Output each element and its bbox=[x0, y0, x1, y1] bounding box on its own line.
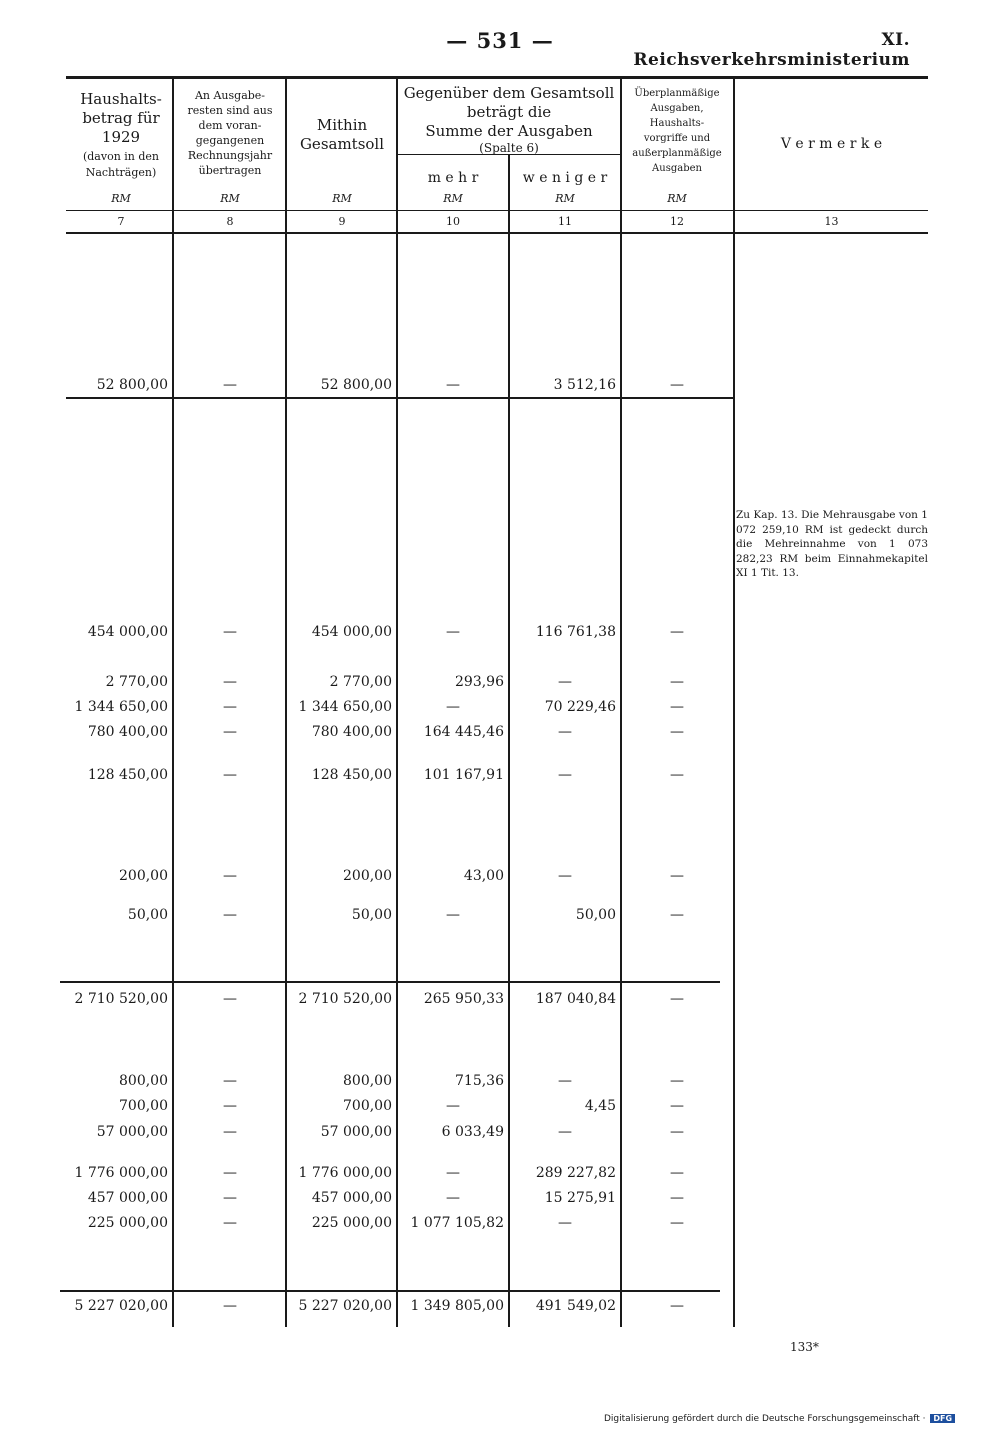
row-6-c12: — bbox=[670, 868, 684, 884]
row-8-c7: 2 710 520,00 bbox=[74, 991, 168, 1007]
row-11-c7: 57 000,00 bbox=[96, 1124, 168, 1140]
col11-number: 11 bbox=[558, 215, 572, 228]
row-1-c8: — bbox=[223, 624, 237, 640]
row-9-c8: — bbox=[223, 1073, 237, 1089]
col7-number: 7 bbox=[117, 215, 125, 228]
row-3-c7: 1 344 650,00 bbox=[74, 699, 168, 715]
row-14-c12: — bbox=[670, 1215, 684, 1231]
row-3-c9: 1 344 650,00 bbox=[298, 699, 392, 715]
rule-colnum bbox=[66, 210, 928, 211]
row-9-c9: 800,00 bbox=[343, 1073, 392, 1089]
row-8-c12: — bbox=[670, 991, 684, 1007]
row-2-c7: 2 770,00 bbox=[105, 674, 168, 690]
col12-number: 12 bbox=[670, 215, 684, 228]
row-11-c9: 57 000,00 bbox=[320, 1124, 392, 1140]
row-5-c8: — bbox=[223, 767, 237, 783]
row-9-c10: 715,36 bbox=[455, 1073, 504, 1089]
row-11-c12: — bbox=[670, 1124, 684, 1140]
row-1-c7: 454 000,00 bbox=[87, 624, 168, 640]
row-12-c11: 289 227,82 bbox=[535, 1165, 616, 1181]
col8-unit: RM bbox=[220, 192, 240, 205]
row-9-c12: — bbox=[670, 1073, 684, 1089]
dfg-logo: DFG bbox=[930, 1414, 955, 1423]
col-divider-10-11 bbox=[508, 155, 510, 1327]
row-13-c12: — bbox=[670, 1190, 684, 1206]
row-5-c7: 128 450,00 bbox=[87, 767, 168, 783]
row-12-c10: — bbox=[446, 1165, 460, 1181]
row-0-c9: 52 800,00 bbox=[320, 377, 392, 393]
row-1-c10: — bbox=[446, 624, 460, 640]
row-15-c7: 5 227 020,00 bbox=[74, 1298, 168, 1314]
col10-header: m e h r bbox=[427, 170, 479, 186]
row-9-c7: 800,00 bbox=[119, 1073, 168, 1089]
row-9-c11: — bbox=[558, 1073, 572, 1089]
row-10-c9: 700,00 bbox=[343, 1098, 392, 1114]
col11-unit: RM bbox=[555, 192, 575, 205]
col13-number: 13 bbox=[824, 215, 839, 228]
row-5-c9: 128 450,00 bbox=[311, 767, 392, 783]
col9-header: Mithin Gesamtsoll bbox=[299, 116, 385, 153]
col7-header: Haushalts- betrag für 1929 (davon in den Nachträgen) bbox=[80, 90, 162, 179]
row-12-c7: 1 776 000,00 bbox=[74, 1165, 168, 1181]
row-1-c9: 454 000,00 bbox=[311, 624, 392, 640]
group-header: Gegenüber dem Gesamtsoll beträgt die Summe der Ausgaben (Spalte 6) bbox=[403, 84, 615, 155]
row-6-c7: 200,00 bbox=[119, 868, 168, 884]
row-0-c12: — bbox=[670, 377, 684, 393]
row-4-c12: — bbox=[670, 724, 684, 740]
row-15-c8: — bbox=[223, 1298, 237, 1314]
row-7-c7: 50,00 bbox=[127, 907, 168, 923]
row-10-c10: — bbox=[446, 1098, 460, 1114]
row-8-c10: 265 950,33 bbox=[423, 991, 504, 1007]
ministry-title: XI. Reichsverkehrsministerium bbox=[633, 30, 910, 70]
col-divider-7-8 bbox=[172, 79, 174, 1327]
row-3-c12: — bbox=[670, 699, 684, 715]
footer bbox=[604, 1414, 955, 1424]
col10-unit: RM bbox=[443, 192, 463, 205]
col9-unit: RM bbox=[332, 192, 352, 205]
row-2-c9: 2 770,00 bbox=[329, 674, 392, 690]
row-6-c8: — bbox=[223, 868, 237, 884]
col13-header: V e r m e r k e bbox=[780, 136, 883, 152]
row-5-c10: 101 167,91 bbox=[423, 767, 504, 783]
row-7-c12: — bbox=[670, 907, 684, 923]
col9-number: 9 bbox=[338, 215, 346, 228]
row-10-c8: — bbox=[223, 1098, 237, 1114]
row-13-c10: — bbox=[446, 1190, 460, 1206]
row-12-c12: — bbox=[670, 1165, 684, 1181]
col8-number: 8 bbox=[226, 215, 234, 228]
row-13-c9: 457 000,00 bbox=[311, 1190, 392, 1206]
row-8-c11: 187 040,84 bbox=[535, 991, 616, 1007]
row-15-c11: 491 549,02 bbox=[535, 1298, 616, 1314]
row-11-c10: 6 033,49 bbox=[441, 1124, 504, 1140]
row-7-c9: 50,00 bbox=[351, 907, 392, 923]
row-13-c8: — bbox=[223, 1190, 237, 1206]
row-0-c7: 52 800,00 bbox=[96, 377, 168, 393]
row-2-c8: — bbox=[223, 674, 237, 690]
footer-text: Digitalisierung gefördert durch die Deutsche Forschungsgemeinschaft · bbox=[604, 1414, 926, 1424]
row-10-c12: — bbox=[670, 1098, 684, 1114]
row-1-c12: — bbox=[670, 624, 684, 640]
rule-body bbox=[66, 232, 928, 234]
col11-header: w e n i g e r bbox=[522, 170, 608, 186]
row-7-c10: — bbox=[446, 907, 460, 923]
col8-header: An Ausgabe- resten sind aus dem voran- gegangenen Rechnungsjahr übertragen bbox=[187, 89, 273, 177]
row-11-c8: — bbox=[223, 1124, 237, 1140]
rule-top bbox=[66, 76, 928, 79]
row-12-c8: — bbox=[223, 1165, 237, 1181]
row-15-c12: — bbox=[670, 1298, 684, 1314]
row-15-c9: 5 227 020,00 bbox=[298, 1298, 392, 1314]
row-14-c10: 1 077 105,82 bbox=[410, 1215, 504, 1231]
row-6-c11: — bbox=[558, 868, 572, 884]
col-divider-8-9 bbox=[285, 79, 287, 1327]
row-11-c11: — bbox=[558, 1124, 572, 1140]
row-13-c11: 15 275,91 bbox=[544, 1190, 616, 1206]
col12-unit: RM bbox=[667, 192, 687, 205]
row-15-c10: 1 349 805,00 bbox=[410, 1298, 504, 1314]
row-4-c9: 780 400,00 bbox=[311, 724, 392, 740]
remarks-note: Zu Kap. 13. Die Mehrausgabe von 1 072 259,10 RM ist gedeckt durch die Mehreinnahme von 1 073 282,23 RM beim Einnahmekapitel XI 1 Tit. 13. bbox=[736, 509, 928, 579]
col7-unit: RM bbox=[111, 192, 131, 205]
row-7-c11: 50,00 bbox=[575, 907, 616, 923]
row-3-c8: — bbox=[223, 699, 237, 715]
row-5-c12: — bbox=[670, 767, 684, 783]
page-number: — 531 — bbox=[446, 28, 554, 53]
col-divider-12-13 bbox=[733, 79, 735, 1327]
row-0-c8: — bbox=[223, 377, 237, 393]
row-4-c10: 164 445,46 bbox=[423, 724, 504, 740]
row-8-c9: 2 710 520,00 bbox=[298, 991, 392, 1007]
row-0-c11: 3 512,16 bbox=[553, 377, 616, 393]
row-1-c11: 116 761,38 bbox=[535, 624, 616, 640]
col10-number: 10 bbox=[446, 215, 460, 228]
row-14-c8: — bbox=[223, 1215, 237, 1231]
row-8-c8: — bbox=[223, 991, 237, 1007]
sheet-signature: 133* bbox=[790, 1340, 819, 1354]
row-10-c7: 700,00 bbox=[119, 1098, 168, 1114]
row-14-c7: 225 000,00 bbox=[87, 1215, 168, 1231]
row-2-c10: 293,96 bbox=[455, 674, 504, 690]
col12-header: Überplanmäßige Ausgaben, Haushalts- vorgriffe und außerplanmäßige Ausgaben bbox=[632, 88, 722, 174]
row-4-c8: — bbox=[223, 724, 237, 740]
row-0-c10: — bbox=[446, 377, 460, 393]
rule-block1 bbox=[66, 397, 734, 399]
row-12-c9: 1 776 000,00 bbox=[298, 1165, 392, 1181]
row-4-c11: — bbox=[558, 724, 572, 740]
row-4-c7: 780 400,00 bbox=[87, 724, 168, 740]
row-2-c11: — bbox=[558, 674, 572, 690]
row-7-c8: — bbox=[223, 907, 237, 923]
row-10-c11: 4,45 bbox=[584, 1098, 616, 1114]
row-6-c10: 43,00 bbox=[463, 868, 504, 884]
row-6-c9: 200,00 bbox=[343, 868, 392, 884]
row-3-c10: — bbox=[446, 699, 460, 715]
row-14-c9: 225 000,00 bbox=[311, 1215, 392, 1231]
row-3-c11: 70 229,46 bbox=[544, 699, 616, 715]
row-14-c11: — bbox=[558, 1215, 572, 1231]
row-2-c12: — bbox=[670, 674, 684, 690]
row-5-c11: — bbox=[558, 767, 572, 783]
row-13-c7: 457 000,00 bbox=[87, 1190, 168, 1206]
